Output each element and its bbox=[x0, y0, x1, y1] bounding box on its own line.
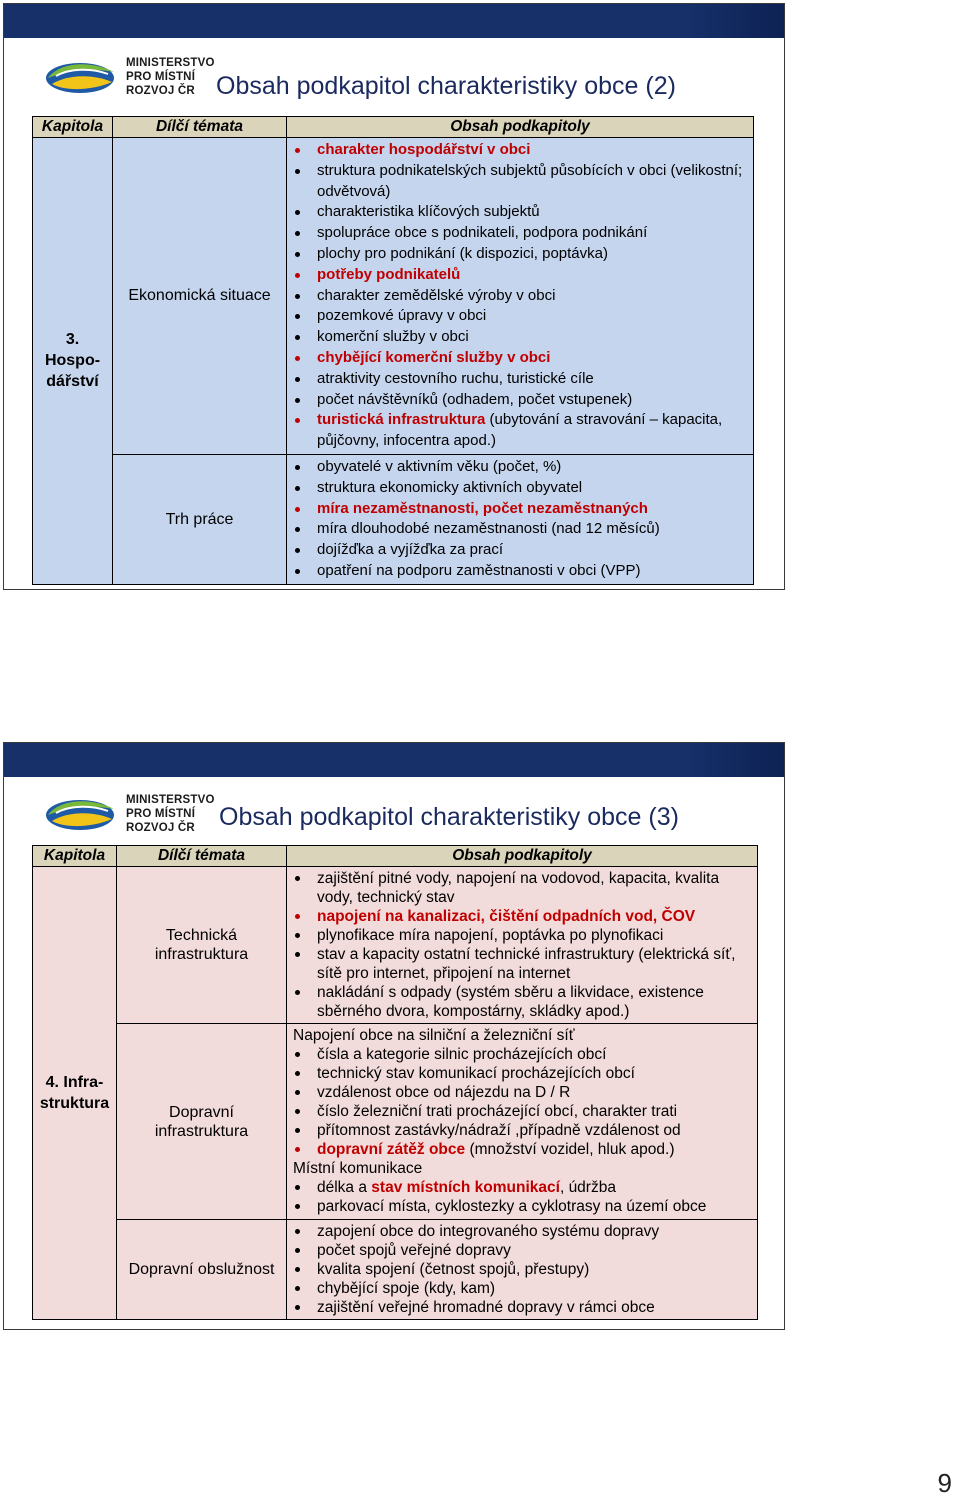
logo-line-2: PRO MÍSTNÍ bbox=[126, 71, 196, 83]
list-item: počet spojů veřejné dopravy bbox=[317, 1241, 753, 1260]
list-item: zajištění veřejné hromadné dopravy v rámci obce bbox=[317, 1298, 753, 1317]
list-item: kvalita spojení (četnost spojů, přestupy) bbox=[317, 1260, 753, 1279]
logo-line-2: PRO MÍSTNÍ bbox=[126, 808, 196, 820]
chapter-name-1: 4. Infra- bbox=[45, 1074, 104, 1091]
list-item: charakter zemědělské výroby v obci bbox=[317, 286, 749, 307]
list-item: spolupráce obce s podnikateli, podpora podnikání bbox=[317, 223, 749, 244]
chapter-cell bbox=[33, 867, 117, 1320]
slide-header-bar bbox=[4, 4, 784, 38]
list-item: nakládání s odpady (systém sběru a likvidace, existence sběrného dvora, kompostárny, skládky apod.) bbox=[317, 983, 753, 1021]
content-dopravni-obsluznost bbox=[287, 1220, 758, 1320]
slide-title: Obsah podkapitol charakteristiky obce (3) bbox=[219, 803, 679, 831]
list-item: číslo železniční trati procházející obcí, charakter trati bbox=[317, 1102, 753, 1121]
subheading-napojeni: Napojení obce na silniční a železniční síť bbox=[293, 1026, 575, 1044]
header-kapitola: Kapitola bbox=[33, 117, 113, 138]
logo-line-3: ROZVOJ ČR bbox=[126, 822, 195, 834]
list-item: míra dlouhodobé nezaměstnanosti (nad 12 měsíců) bbox=[317, 519, 749, 540]
list-item: struktura ekonomicky aktivních obyvatel bbox=[317, 478, 749, 499]
list-item: opatření na podporu zaměstnanosti v obci (VPP) bbox=[317, 561, 749, 582]
list-item: atraktivity cestovního ruchu, turistické cíle bbox=[317, 369, 749, 390]
slide-2 bbox=[3, 742, 785, 1330]
topic-dopravni-obsluznost: Dopravní obslužnost bbox=[117, 1220, 287, 1320]
topic-ekonomicka-situace: Ekonomická situace bbox=[113, 138, 287, 455]
list-item: chybějící spoje (kdy, kam) bbox=[317, 1279, 753, 1298]
list-item: pozemkové úpravy v obci bbox=[317, 306, 749, 327]
bullet-list bbox=[287, 867, 757, 1023]
header-dilci-temata: Dílčí témata bbox=[113, 117, 287, 138]
bullet-list bbox=[287, 1045, 757, 1159]
chapter-name-2: dářství bbox=[46, 373, 99, 391]
list-item: komerční služby v obci bbox=[317, 327, 749, 348]
content-ekonomicka-situace bbox=[287, 138, 754, 455]
list-item: technický stav komunikací procházejících obcí bbox=[317, 1064, 753, 1083]
list-item: struktura podnikatelských subjektů působících v obci (velikostní; odvětvová) bbox=[317, 161, 749, 203]
list-item: turistická infrastruktura (ubytování a stravování – kapacita, půjčovny, infocentra apod.) bbox=[317, 410, 749, 452]
page-number: 9 bbox=[937, 1468, 952, 1498]
list-item: stav a kapacity ostatní technické infrastruktury (elektrická síť, sítě pro internet, připojení na internet bbox=[317, 945, 753, 983]
list-item: plynofikace míra napojení, poptávka po plynofikaci bbox=[317, 926, 753, 945]
slide-1 bbox=[3, 3, 785, 590]
content-trh-prace bbox=[287, 454, 754, 584]
topic-technicka-infrastruktura bbox=[117, 867, 287, 1024]
subheading-mistni-komunikace: Místní komunikace bbox=[293, 1159, 423, 1177]
logo-text bbox=[126, 56, 215, 98]
content-table bbox=[32, 116, 754, 585]
topic-line-1: Dopravní bbox=[169, 1103, 234, 1121]
content-dopravni-infrastruktura bbox=[287, 1024, 758, 1220]
topic-dopravni-infrastruktura bbox=[117, 1024, 287, 1220]
list-item: zajištění pitné vody, napojení na vodovod, kapacita, kvalita vody, technický stav bbox=[317, 869, 753, 907]
topic-trh-prace: Trh práce bbox=[113, 454, 287, 584]
logo-line-1: MINISTERSTVO bbox=[126, 57, 215, 69]
list-item: dopravní zátěž obce (množství vozidel, hluk apod.) bbox=[317, 1140, 753, 1159]
list-item: zapojení obce do integrovaného systému dopravy bbox=[317, 1222, 753, 1241]
content-technicka-infrastruktura bbox=[287, 867, 758, 1024]
header-obsah: Obsah podkapitoly bbox=[287, 846, 758, 867]
list-item: vzdálenost obce od nájezdu na D / R bbox=[317, 1083, 753, 1102]
list-item: charakter hospodářství v obci bbox=[317, 140, 749, 161]
bullet-list bbox=[287, 1178, 757, 1218]
bullet-list bbox=[287, 138, 753, 454]
bullet-list bbox=[287, 1220, 757, 1319]
ministry-logo bbox=[42, 793, 220, 843]
content-table bbox=[32, 845, 758, 1320]
slide-title: Obsah podkapitol charakteristiky obce (2) bbox=[216, 72, 676, 100]
chapter-name-1: Hospo- bbox=[44, 352, 101, 370]
ministry-logo bbox=[42, 56, 220, 106]
topic-line-2: infrastruktura bbox=[154, 1122, 249, 1140]
list-item: čísla a kategorie silnic procházejících obcí bbox=[317, 1045, 753, 1064]
header-obsah: Obsah podkapitoly bbox=[287, 117, 754, 138]
logo-text bbox=[126, 793, 215, 835]
chapter-number: 3. bbox=[65, 331, 80, 349]
list-item: počet návštěvníků (odhadem, počet vstupenek) bbox=[317, 390, 749, 411]
ministry-emblem-icon bbox=[42, 56, 122, 96]
list-item: napojení na kanalizaci, čištění odpadních vod, ČOV bbox=[317, 907, 753, 926]
topic-line-2: infrastruktura bbox=[154, 946, 249, 963]
list-item: plochy pro podnikání (k dispozici, poptávka) bbox=[317, 244, 749, 265]
slide-header-bar bbox=[4, 743, 784, 777]
header-dilci-temata: Dílčí témata bbox=[117, 846, 287, 867]
ministry-emblem-icon bbox=[42, 793, 122, 833]
list-item: délka a stav místních komunikací, údržba bbox=[317, 1178, 753, 1197]
topic-line-1: Technická bbox=[165, 927, 238, 944]
bullet-list bbox=[287, 455, 753, 584]
list-item: dojížďka a vyjížďka za prací bbox=[317, 540, 749, 561]
chapter-cell bbox=[33, 138, 113, 585]
logo-line-1: MINISTERSTVO bbox=[126, 794, 215, 806]
header-kapitola: Kapitola bbox=[33, 846, 117, 867]
list-item: chybějící komerční služby v obci bbox=[317, 348, 749, 369]
list-item: parkovací místa, cyklostezky a cyklotrasy na území obce bbox=[317, 1197, 753, 1216]
chapter-name-2: struktura bbox=[39, 1095, 110, 1112]
list-item: míra nezaměstnanosti, počet nezaměstnaných bbox=[317, 499, 749, 520]
list-item: obyvatelé v aktivním věku (počet, %) bbox=[317, 457, 749, 478]
logo-line-3: ROZVOJ ČR bbox=[126, 85, 195, 97]
list-item: charakteristika klíčových subjektů bbox=[317, 202, 749, 223]
list-item: přítomnost zastávky/nádraží ,případně vzdálenost od bbox=[317, 1121, 753, 1140]
list-item: potřeby podnikatelů bbox=[317, 265, 749, 286]
